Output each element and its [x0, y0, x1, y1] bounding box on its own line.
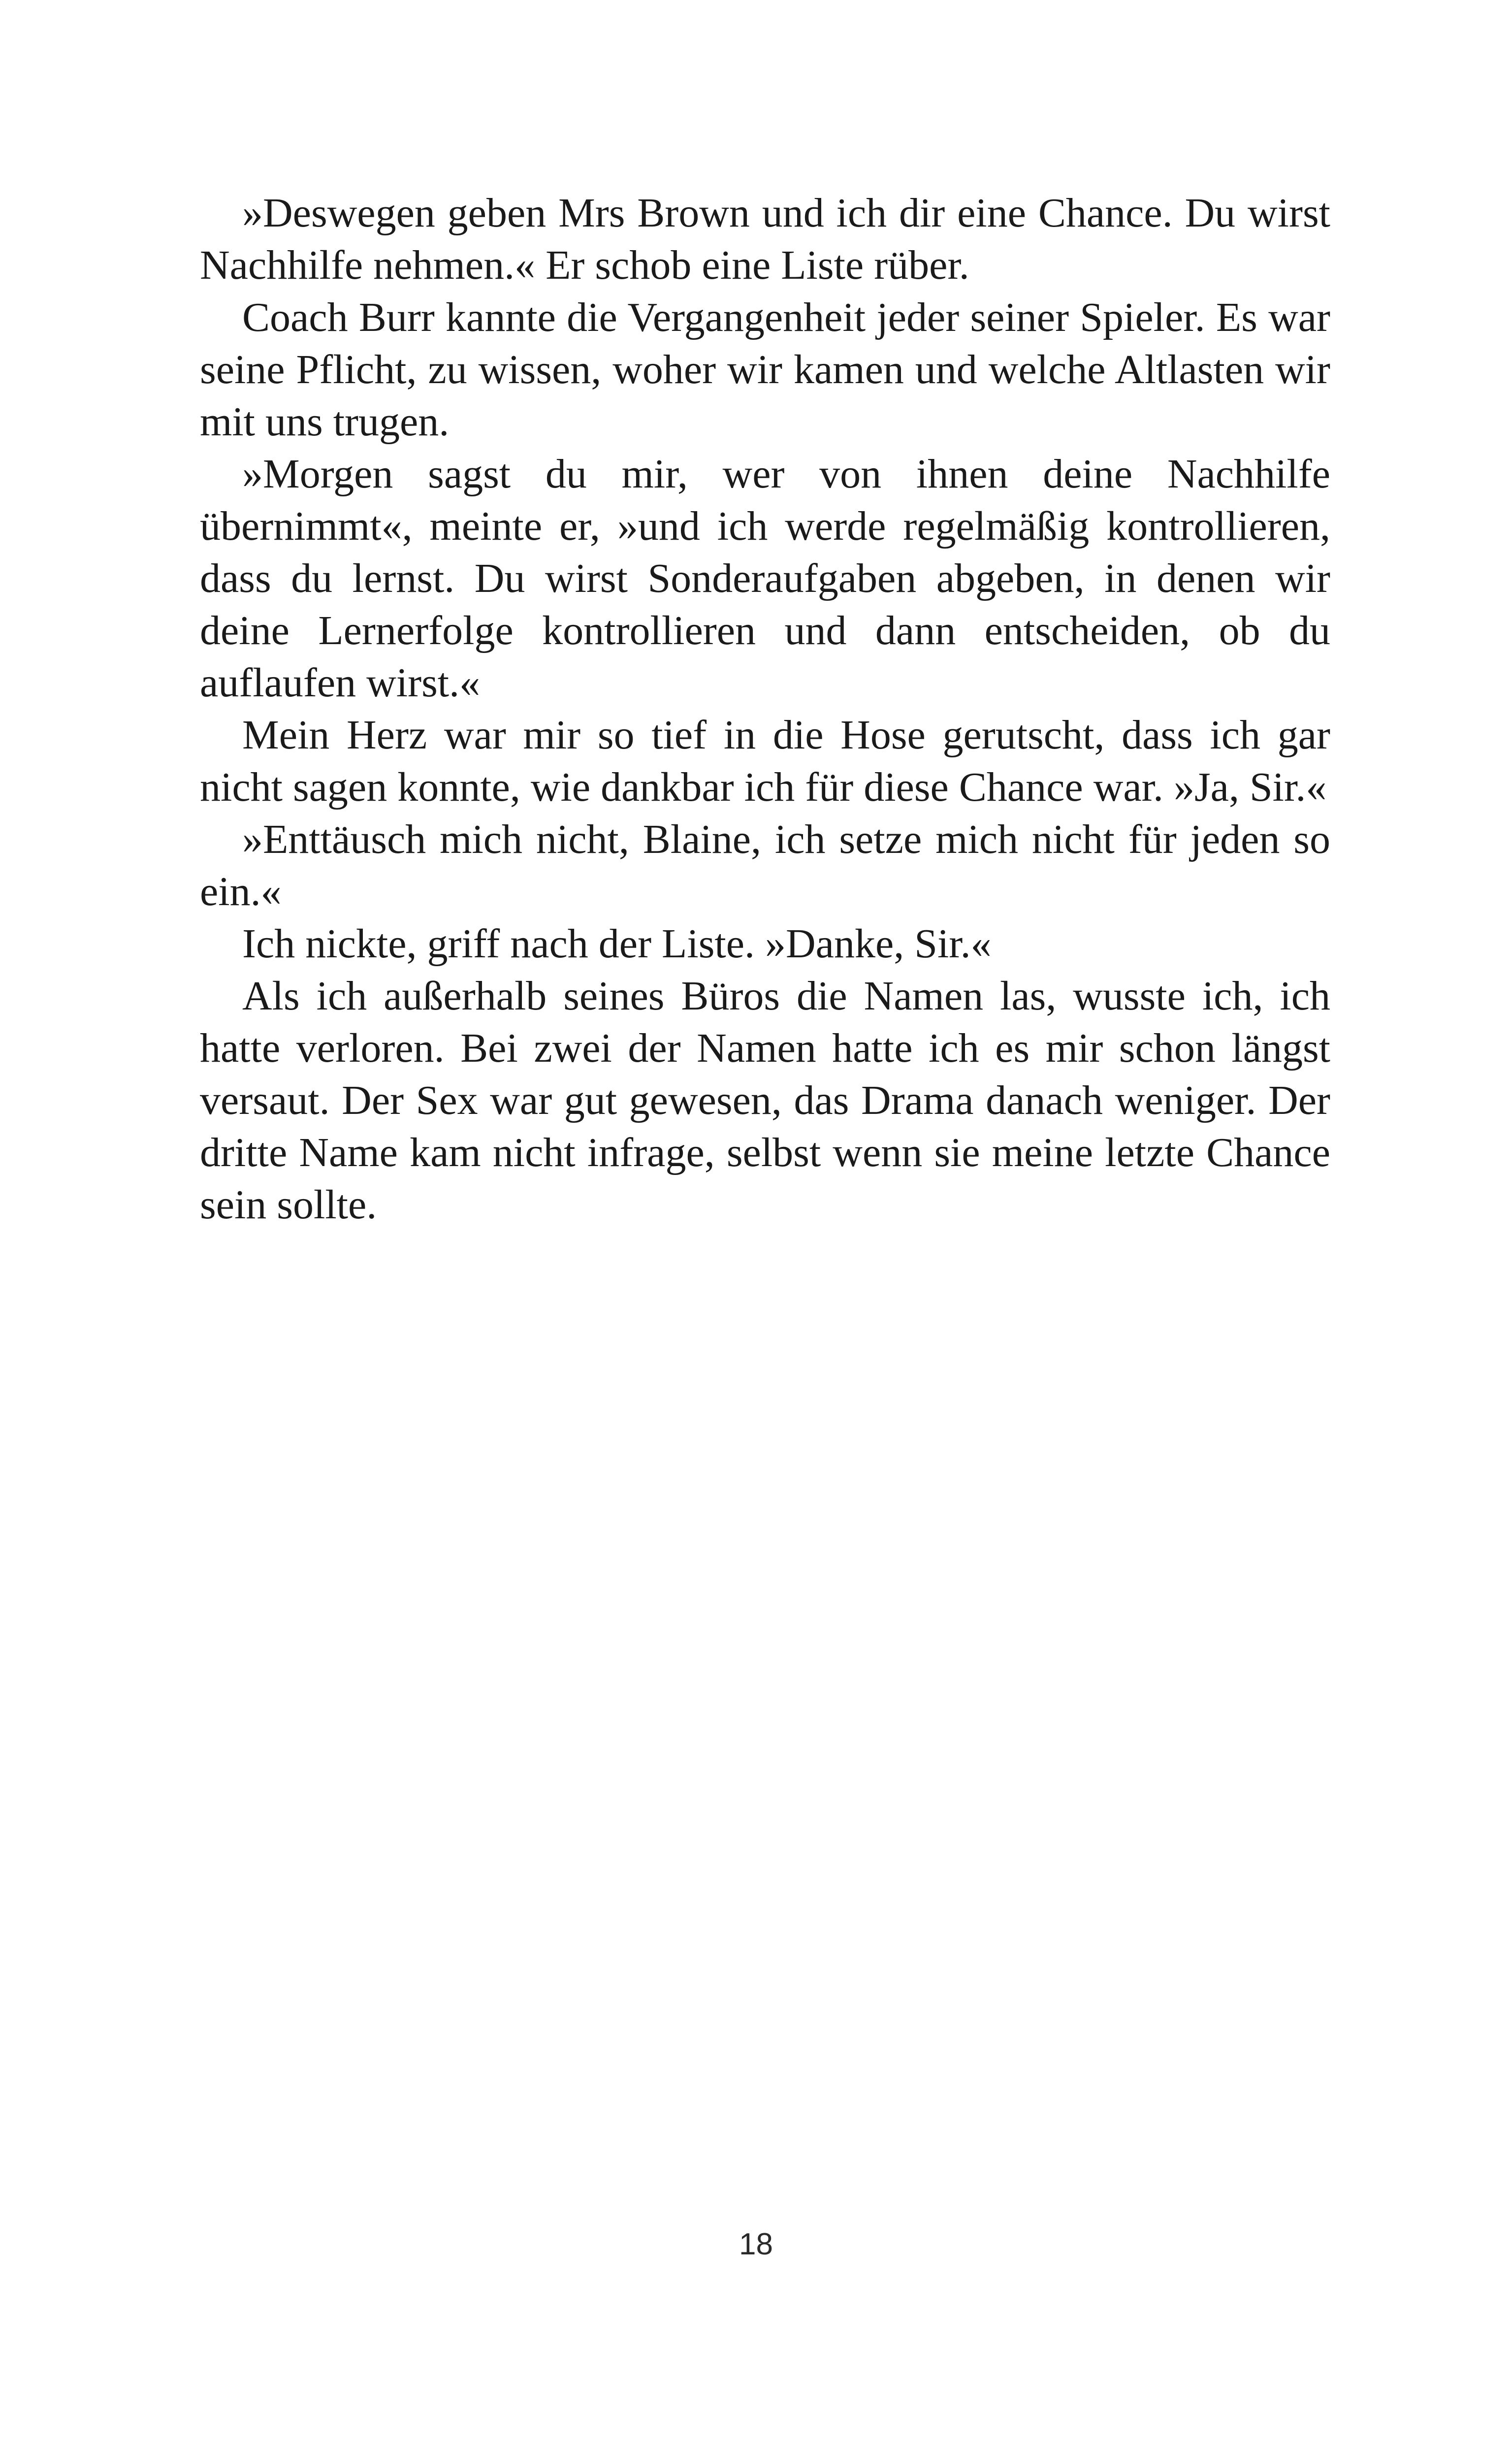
- page-number: 18: [739, 2227, 773, 2261]
- paragraph: Coach Burr kannte die Vergangenheit jeder seiner Spieler. Es war seine Pflicht, zu wissen, woher wir kamen und welche Altlasten wir mit uns trugen.: [200, 294, 1330, 445]
- paragraph: Mein Herz war mir so tief in die Hose gerutscht, dass ich gar nicht sagen konnte, wie dankbar ich für diese Chance war. »Ja, Sir.«: [200, 712, 1330, 810]
- paragraph: Als ich außerhalb seines Büros die Namen las, wusste ich, ich hatte verloren. Bei zwei der Namen hatte ich es mir schon längst versaut. Der Sex war gut gewesen, das Drama danach weniger. Der dritte Name kam nicht infrage, selbst wenn sie meine letzte Chance sein sollte.: [200, 973, 1330, 1228]
- paragraph: »Enttäusch mich nicht, Blaine, ich setze mich nicht für jeden so ein.«: [200, 816, 1330, 914]
- paragraph: »Deswegen geben Mrs Brown und ich dir eine Chance. Du wirst Nachhilfe nehmen.« Er schob eine Liste rüber.: [200, 190, 1330, 288]
- paragraph: Ich nickte, griff nach der Liste. »Danke, Sir.«: [242, 921, 992, 967]
- body-text: [200, 187, 1330, 1231]
- paragraph: »Morgen sagst du mir, wer von ihnen deine Nachhilfe übernimmt«, meinte er, »und ich werde regelmäßig kontrollieren, dass du lernst. Du wirst Sonderaufgaben abgeben, in denen wir deine Lernerfolge kontrollieren und dann entscheiden, ob du auflaufen wirst.«: [200, 451, 1330, 706]
